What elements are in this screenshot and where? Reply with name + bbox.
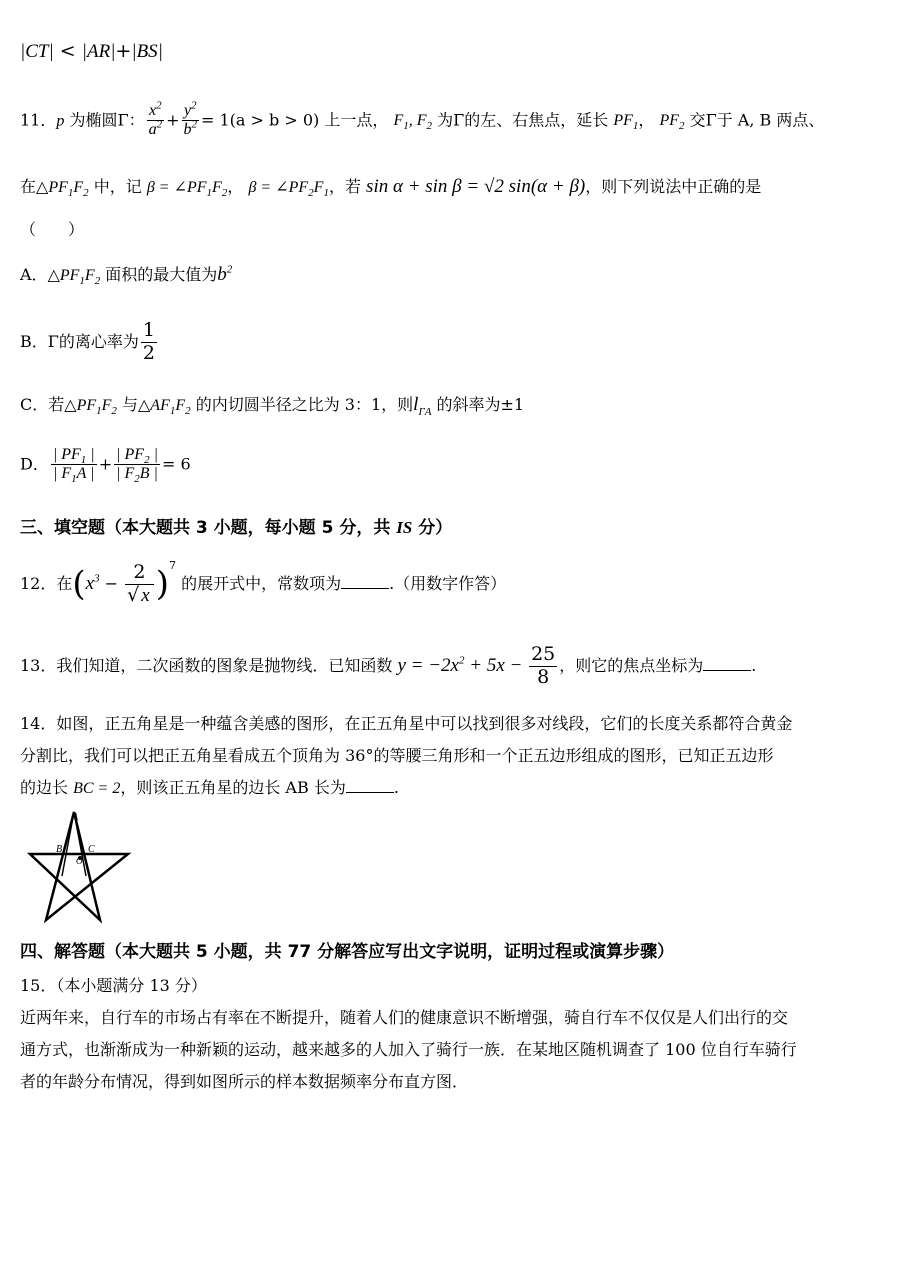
option-c-label: C． xyxy=(20,395,49,414)
q11-text-f: 中，记 xyxy=(88,177,142,196)
option-b xyxy=(20,320,159,365)
q12-pre: 在 xyxy=(56,573,73,593)
line-l-symbol: $l_{\Gamma A}$ xyxy=(413,394,432,418)
beta-def-2: β = ∠PF xyxy=(248,179,309,196)
q12-post: 的展开式中，常数项为 xyxy=(175,573,342,593)
pf2-symbol: PF xyxy=(659,112,680,130)
q13-tail: . xyxy=(751,655,757,675)
q13-text: 我们知道，二次函数的图象是抛物线．已知函数 xyxy=(56,655,393,675)
option-d-label: D． xyxy=(20,454,49,474)
q13-post: ，则它的焦点坐标为 xyxy=(559,655,704,675)
sine-condition: sin α + sin β = √2 sin(α + β) xyxy=(366,176,586,197)
q11-text-g: ，若 xyxy=(328,177,361,196)
option-d: D． $\frac{| PF_1 |}{| F_1A |}$ + $\frac{| PF_2 |}{| F_2B |}$ = 6 xyxy=(20,446,191,486)
q14-line3 xyxy=(20,778,399,798)
q13-fraction: $\frac{25}{8}$ xyxy=(531,643,556,688)
option-b-fraction: $\frac{1}{2}$ xyxy=(142,319,155,364)
label-a: A xyxy=(72,812,79,823)
option-c-text-d: 的斜率为±1 xyxy=(431,395,525,414)
q14-line1 xyxy=(20,714,792,733)
point-p: p xyxy=(56,112,65,130)
x2-over-a2: $\frac{x^2}{a^2}$ xyxy=(148,99,163,139)
q15-line2: 通方式，也渐渐成为一种新颖的运动，越来越多的人加入了骑行一族．在某地区随机调查了 100 位自行车骑行 xyxy=(20,1040,797,1059)
gamma-symbol: Γ xyxy=(117,110,129,130)
pentagram-star xyxy=(30,812,128,920)
q14-number: 14． xyxy=(20,714,57,733)
q15-header: 15．（本小题满分 13 分） xyxy=(20,976,207,995)
triangle-pf1f2: PF xyxy=(48,179,68,196)
q12-number: 12． xyxy=(20,573,57,593)
q15-line1: 近两年来，自行车的市场占有率在不断提升，随着人们的健康意识不断增强，骑自行车不仅仅是人们出行的交 xyxy=(20,1008,789,1027)
q11-text-a: 为椭圆 xyxy=(64,110,118,130)
q12-exponent: 7 xyxy=(168,558,176,572)
q11-text-e: 在△ xyxy=(20,177,49,196)
q13: 13．我们知道，二次函数的图象是抛物线．已知函数 $y = -2x^2 + 5x$ − $\frac{25}{8}$ ，则它的焦点坐标为 . xyxy=(20,643,757,688)
q14-answer-blank[interactable] xyxy=(346,778,394,793)
q12-tail: .（用数字作答） xyxy=(389,573,507,593)
q11-text-d: 交Γ于 A, B 两点、 xyxy=(684,110,825,130)
option-a: A．$\triangle PF_1F_2$ 面积的最大值为$b^2$ xyxy=(20,263,233,288)
option-a-value: $b^2$ xyxy=(217,263,233,285)
q11-text-b: 上一点， xyxy=(319,110,389,130)
bs-term: BS xyxy=(136,41,158,62)
ar-term: AR xyxy=(86,41,111,62)
option-d-rhs: = 6 xyxy=(161,454,191,474)
q14-text-1: 如图，正五角星是一种蕴含美感的图形，在正五角星中可以找到很多对线段，它们的长度关系都符合黄金 xyxy=(56,714,793,733)
fraction-pf2-f2b: $\frac{| PF_2 |}{| F_2B |}$ xyxy=(116,446,158,486)
option-c-text-b: 与△ xyxy=(116,395,151,414)
comma-1: ， xyxy=(638,110,655,130)
less-than: < xyxy=(59,40,76,62)
q12-fraction: $\frac{2}{√ x}$ xyxy=(125,562,154,607)
section-3-tail: 分） xyxy=(412,518,453,538)
q11-line2: 在$\triangle PF_1F_2$ 中，记 $\beta = \angle PF_1F_2$， $\beta = \angle PF_2F_1$，若 sin α + sin β = √2 sin(α + β)，则下列说法中正确的是 xyxy=(20,176,762,200)
answer-paren: （ ） xyxy=(20,220,85,239)
colon: ： xyxy=(128,110,145,130)
q14-tail: . xyxy=(393,778,399,797)
option-a-text: 面积的最大值为 xyxy=(100,265,218,284)
plus-sign: + xyxy=(115,40,132,62)
option-c-text-c: 的内切圆半径之比为 3：1，则 xyxy=(190,395,414,414)
q14-text-3b: ，则该正五角星的边长 AB 长为 xyxy=(120,778,346,797)
q13-answer-blank[interactable] xyxy=(703,656,751,671)
ellipse-condition: = 1(a > b > 0) xyxy=(201,110,320,130)
triangle-symbol-a: △ xyxy=(47,265,60,284)
ct-term: CT xyxy=(25,41,49,62)
q12: 12．在($x^3$ − $\frac{2}{√ x}$ )$^7$ 的展开式中，常数项为 .（用数字作答） xyxy=(20,558,507,606)
option-b-text: Γ的离心率为 xyxy=(47,331,139,351)
q11-text-h: ，则下列说法中正确的是 xyxy=(585,177,762,196)
q14-text-3a: 的边长 xyxy=(20,778,74,797)
section-3-title xyxy=(20,518,452,538)
q12-answer-blank[interactable] xyxy=(341,574,389,589)
option-a-label: A． xyxy=(20,265,48,284)
section-3-score: IS xyxy=(396,518,413,537)
pentagram-figure xyxy=(18,806,138,926)
y2-over-b2: $\frac{y^2}{b^2}$ xyxy=(183,99,197,139)
q13-number: 13． xyxy=(20,655,57,675)
q14-line2: 分割比，我们可以把正五角星看成五个顶角为 36°的等腰三角形和一个正五边形组成的图形，已知正五边形 xyxy=(20,746,774,765)
q15-line3: 者的年龄分布情况，得到如图所示的样本数据频率分布直方图． xyxy=(20,1072,469,1091)
option-c: C．若$\triangle PF_1F_2$ 与$\triangle AF_1F_2$ 的内切圆半径之比为 3：1，则$l_{\Gamma A}$ 的斜率为±1 xyxy=(20,394,525,418)
option-b-label: B． xyxy=(20,331,48,351)
section-3-text: 三、填空题（本大题共 3 小题，每小题 5 分，共 xyxy=(20,518,397,538)
q11-text-c: 为Γ的左、右焦点，延长 xyxy=(432,110,609,130)
top-inequality: |CT| < |AR|+|BS| xyxy=(20,40,163,62)
label-b: B xyxy=(56,844,63,855)
comma-2: ， xyxy=(227,177,244,196)
q11-number: 11． xyxy=(20,110,57,130)
label-o: O xyxy=(76,856,83,866)
f1-symbol: F xyxy=(393,112,404,130)
bc-equation: BC = 2 xyxy=(73,780,121,797)
beta-def-1: β = ∠PF xyxy=(146,179,207,196)
option-c-text-a: 若△ xyxy=(48,395,77,414)
section-4-title: 四、解答题（本大题共 5 小题，共 77 分解答应写出文字说明，证明过程或演算步骤） xyxy=(20,942,675,962)
q11-line1: 11．p 为椭圆Γ： $\frac{x^2}{a^2}$ + $\frac{y^2}{b^2}$ = 1(a > b > 0) 上一点， $F_1$, $F_2$ 为Γ的左、右焦点，延长 $PF_1$， $PF_2$ 交Γ于 A, B 两点、 xyxy=(20,99,825,139)
label-c: C xyxy=(88,844,95,855)
pf1-symbol: PF xyxy=(613,112,633,130)
fraction-pf1-f1a: $\frac{| PF_1 |}{| F_1A |}$ xyxy=(52,446,95,486)
